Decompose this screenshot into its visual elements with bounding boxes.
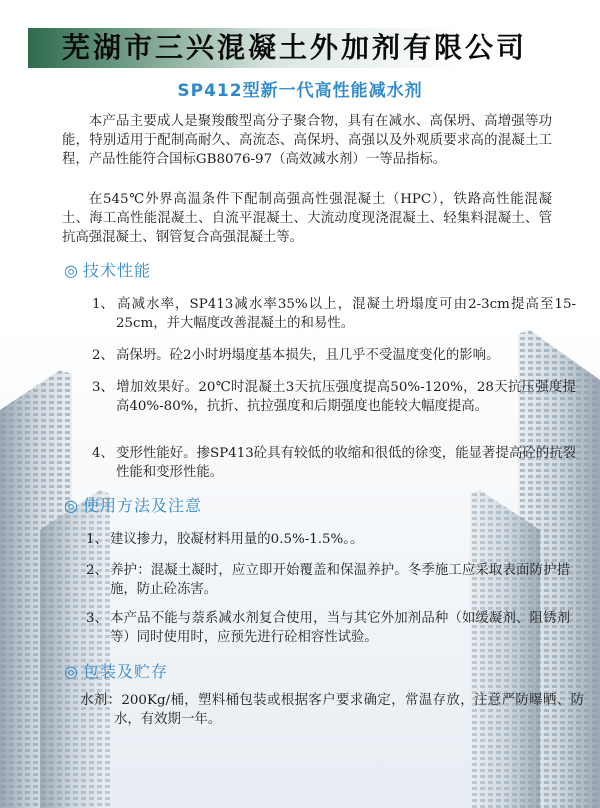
intro-paragraph-2: 在545℃外界高温条件下配制高强高性强混凝土（HPC），铁路高性能混凝土、海工高性能混凝土、自流平混凝土、大流动度现浇混凝土、轻集料混凝土、管抗高强混凝土、钢管复合高强混凝土等。 <box>62 192 552 245</box>
list-item: 4、 变形性能好。掺SP413砼具有较低的收缩和很低的徐变，能显著提高砼的抗裂性能和变形性能。 <box>92 446 576 480</box>
intro-paragraph-1: 本产品主要成人是聚羧酸型高分子聚合物，具有在减水、高保坍、高增强等功能，特别适用于配制高耐久、高流态、高保坍、高强以及外观质要求高的混凝土工程，产品性能符合国标GB8076-97（高效减水剂）一等品指标。 <box>62 114 552 167</box>
section-heading-text: 技术性能 <box>82 261 151 280</box>
list-item: 1、 建议掺力，胶凝材料用量的0.5%-1.5%。。 <box>86 532 364 547</box>
list-item: 3、 本产品不能与萘系减水剂复合使用，当与其它外加剂品种（如缓凝剂、阻锈剂等）同时使用时，应预先进行砼相容性试验。 <box>86 611 570 645</box>
section-heading-text: 包装及贮存 <box>82 662 168 681</box>
company-name: 芜湖市三兴混凝土外加剂有限公司 <box>62 31 528 64</box>
section-heading-usage <box>64 493 202 516</box>
list-item: 水剂：200Kg/桶，塑料桶包装或根据客户要求确定，常温存放，注意严防曝晒、防水，有效期一年。 <box>80 693 584 727</box>
section-heading-technical <box>64 258 151 281</box>
list-item: 3、 增加效果好。20℃时混凝土3天抗压强度提高50%-120%，28天抗压强度提高40%-80%，抗折、抗拉强度和后期强度也能较大幅度提高。 <box>92 380 576 414</box>
list-item: 2、 养护：混凝土凝时，应立即开始覆盖和保温养护。冬季施工应采取表面防护措施，防止砼冻害。 <box>86 563 570 597</box>
section-heading-packaging <box>64 659 168 682</box>
product-title: SP412型新一代高性能减水剂 <box>177 81 423 101</box>
circle-bullet-icon: ◎ <box>64 662 79 681</box>
circle-bullet-icon: ◎ <box>64 496 79 515</box>
circle-bullet-icon: ◎ <box>64 261 79 280</box>
list-item: 1、 高减水率，SP413减水率35%以上，混凝土坍塌度可由2-3cm提高至15-25cm，并大幅度改善混凝土的和易性。 <box>92 297 576 331</box>
list-item: 2、 高保坍。砼2小时坍塌度基本损失，且几乎不受温度变化的影响。 <box>92 348 500 363</box>
section-heading-text: 使用方法及注意 <box>82 496 202 515</box>
